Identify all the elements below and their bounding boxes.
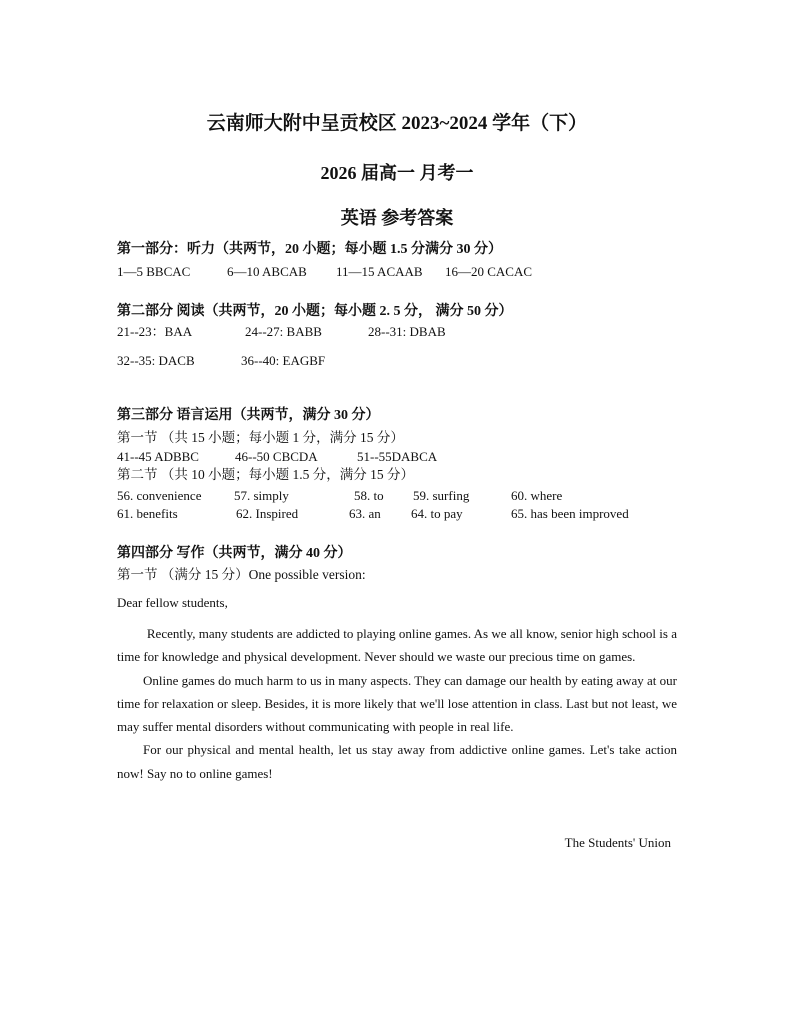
part3-answer-59: 59. surfing <box>413 488 470 503</box>
essay-paragraph-1: Recently, many students are addicted to playing online games. As we all know, senior high school is a time for knowledge and physical development. Never should we waste our precious time on games. <box>117 626 677 665</box>
part1-heading: 第一部分：听力（共两节，20 小题；每小题 1.5 分满分 30 分） <box>117 242 502 257</box>
part3-answer-64: 64. to pay <box>411 506 463 521</box>
letter-greeting: Dear fellow students, <box>117 595 228 610</box>
part1-answer-4: 16—20 CACAC <box>445 264 533 279</box>
subject-title: 英语 参考答案 <box>340 208 454 228</box>
part2-answer-5: 36--40: EAGBF <box>241 353 326 368</box>
part3-section1-answer-2: 46--50 CBCDA <box>235 449 318 464</box>
part2-answer-2: 24--27: BABB <box>245 324 322 339</box>
part3-answer-58: 58. to <box>354 488 384 503</box>
part3-heading: 第三部分 语言运用（共两节，满分 30 分） <box>117 408 380 423</box>
part3-answer-60: 60. where <box>511 488 563 503</box>
part2-answer-4: 32--35: DACB <box>117 353 195 368</box>
part3-answer-63: 63. an <box>349 506 381 521</box>
part3-answer-56: 56. convenience <box>117 488 202 503</box>
letter-signature: The Students' Union <box>564 835 671 850</box>
essay-paragraph-2: Online games do much harm to us in many aspects. They can damage our health by eating away at our time for relaxation or sleep. Besides, it is more likely that we'll lose attention in class. Last but not least, we may suffer mental disorders without communicating with people in real life. <box>117 672 677 735</box>
exam-title: 2026 届高一 月考一 <box>320 163 474 183</box>
part2-heading: 第二部分 阅读（共两节，20 小题；每小题 2. 5 分， 满分 50 分） <box>117 304 513 319</box>
part3-answer-61: 61. benefits <box>117 506 178 521</box>
sample-essay <box>117 622 677 785</box>
part3-section1-answer-1: 41--45 ADBBC <box>117 449 199 464</box>
part2-answer-1: 21--23：BAA <box>117 324 193 339</box>
part2-answer-3: 28--31: DBAB <box>368 324 446 339</box>
part3-answer-57: 57. simply <box>234 488 289 503</box>
part4-section1-heading: 第一节 （满分 15 分）One possible version: <box>117 567 366 582</box>
part4-heading: 第四部分 写作（共两节，满分 40 分） <box>117 546 352 561</box>
part3-answer-65: 65. has been improved <box>511 506 629 521</box>
part3-section1-answer-3: 51--55DABCA <box>357 449 438 464</box>
part3-section2-heading: 第二节 （共 10 小题；每小题 1.5 分，满分 15 分） <box>117 467 414 482</box>
essay-paragraph-3: For our physical and mental health, let us stay away from addictive online games. Let's take action now! Say no to online games! <box>117 742 677 781</box>
school-title: 云南师大附中呈贡校区 2023~2024 学年（下） <box>206 113 588 134</box>
part1-answer-3: 11—15 ACAAB <box>336 264 423 279</box>
part1-answer-2: 6—10 ABCAB <box>227 264 307 279</box>
part3-answer-62: 62. Inspired <box>236 506 299 521</box>
part1-answer-1: 1—5 BBCAC <box>117 264 191 279</box>
part3-section1-heading: 第一节 （共 15 小题；每小题 1 分，满分 15 分） <box>117 430 404 445</box>
